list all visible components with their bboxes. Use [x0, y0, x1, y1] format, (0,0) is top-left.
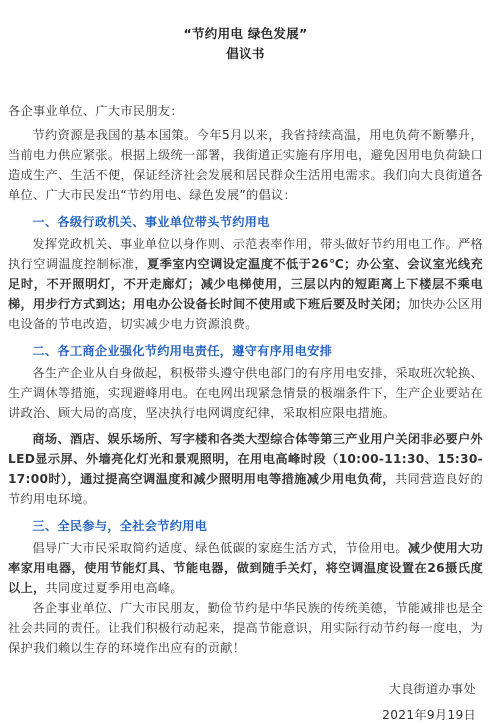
section-3-tail-text: 共同度过夏季用电高峰。 — [45, 581, 183, 595]
section-3-paragraph-1 — [8, 538, 483, 598]
section-3-text: 倡导广大市民采取简约适度、绿色低碳的家庭生活方式，节俭用电。 — [32, 541, 408, 555]
section-2-paragraph-1: 各生产企业从自身做起，积极带头遵守供电部门的有序用电安排，采取班次轮换、生产调休等措施，实现避峰用电。在电网出现紧急情景的极端条件下，生产企业要站在讲政治、顾大局的高度，坚决执行电网调度纪律，采取相应限电措施。 — [8, 366, 483, 420]
document-title: “节约用电 绿色发展” — [183, 26, 308, 41]
section-3-paragraph-2: 各企事业单位、广大市民朋友，勤俭节约是中华民族的传统美德，节能减排也是全社会共同的责任。让我们积极行动起来，提高节能意识，用实际行动节约每一度电，为保护我们赖以生存的环境作出应有的贡献！ — [8, 601, 483, 655]
section-2-heading: 二、各工商企业强化节约用电责任，遵守有序用电安排 — [32, 344, 333, 358]
section-1-tail-text: 加快办公区用电设备的节电改造，切实减少电力资源浪费。 — [8, 297, 483, 331]
greeting: 各企事业单位、广大市民朋友： — [8, 104, 183, 118]
intro-paragraph: 节约资源是我国的基本国策。今年5月以来，我省持续高温，用电负荷不断攀升，当前电力供应紧张。根据上级统一部署，我街道正实施有序用电，避免因用电负荷缺口造成生产、生活不便，保证经济社会发展和居民群众生活用电需求。我们向大良街道各单位、广大市民发出“节约用电、绿色发展”的倡议： — [8, 128, 483, 202]
section-2-paragraph-2 — [8, 429, 483, 509]
signature: 大良街道办事处 — [388, 682, 476, 696]
section-2-tail-text: 共同营造良好的节约用电环境。 — [8, 472, 483, 506]
section-1-heading: 一、各级行政机关、事业单位带头节约用电 — [32, 215, 270, 229]
section-3-heading: 三、全民参与，全社会节约用电 — [32, 519, 208, 533]
section-2-bold-text: 商场、酒店、娱乐场所、写字楼和各类大型综合体等第三产业用户关闭非必要户外LED显示屏、外墙亮化灯光和景观照明，在用电高峰时段（10:00-11:30、15:30-17:00时），通过提高空调温度和减少照明用电等措施减少用电负荷， — [8, 432, 483, 486]
section-1-paragraph — [8, 234, 483, 334]
section-3-bold-text: 减少使用大功率家用电器，使用节能灯具、节能电器，做到随手关灯，将空调温度设置在26摄氏度以上， — [8, 541, 483, 595]
section-1-text: 发挥党政机关、事业单位以身作则、示范表率作用，带头做好节约用电工作。严格执行空调温度控制标准， — [8, 237, 483, 271]
section-1-bold-text: 夏季室内空调设定温度不低于26℃；办公室、会议室光线充足时，不开照明灯，不开走廊灯；减少电梯使用，三层以内的短距离上下楼层不乘电梯，用步行方式到达；用电办公设备长时间不使用或下班后要及时关闭； — [8, 257, 483, 311]
document-date: 2021年9月19日 — [382, 708, 476, 722]
document-subtitle: 倡议书 — [226, 46, 265, 61]
